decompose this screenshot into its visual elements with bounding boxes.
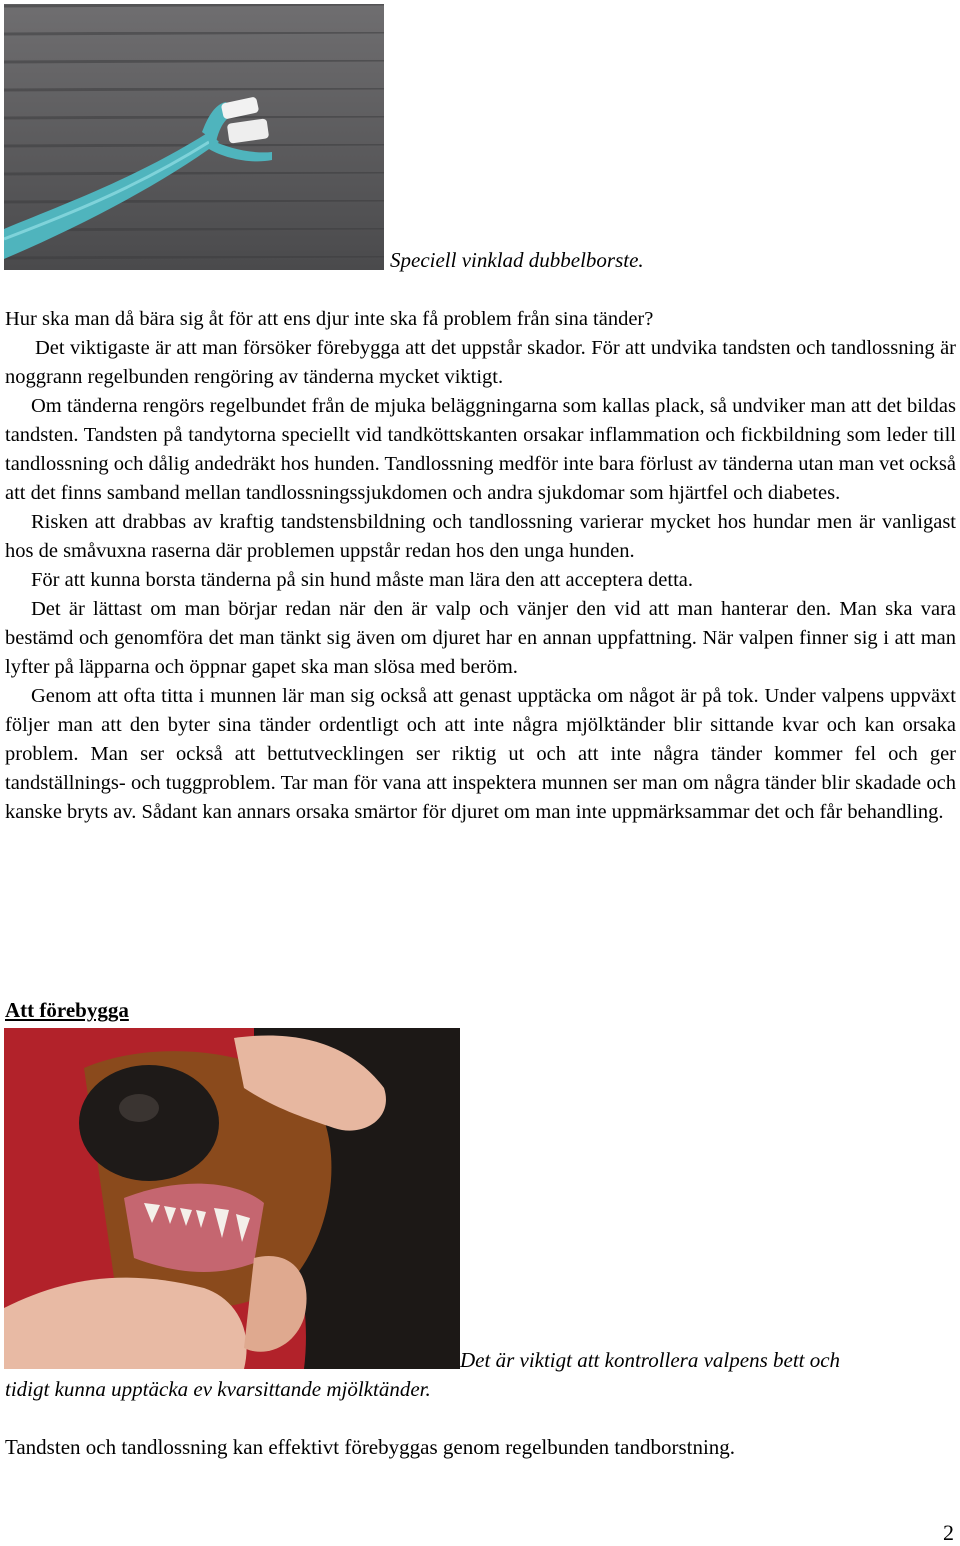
paragraph: Risken att drabbas av kraftig tandstensbildning och tandlossning varierar mycket hos hundar men är vanligast hos de småvuxna raserna där problemen uppstår redan hos den unga hunden. bbox=[5, 511, 956, 562]
toothbrush-caption: Speciell vinklad dubbelborste. bbox=[390, 248, 644, 272]
page-number: 2 bbox=[943, 1520, 954, 1545]
mouth-caption-line1: Det är viktigt att kontrollera valpens bett och bbox=[460, 1348, 841, 1372]
paragraph: Om tänderna rengörs regelbundet från de mjuka beläggningarna som kallas plack, så undviker man att det bildas tandsten. Tandsten på tandytorna speciellt vid tandköttskanten orsakar inflammation och fickbildning som leder till tandlossning och dålig andedräkt hos hunden. Tandlossning medför inte bara förlust av tänderna utan man vet också att det finns samband mellan tandlossningssjukdomen och andra sjukdomar som hjärtfel och diabetes. bbox=[5, 395, 956, 504]
paragraph: Genom att ofta titta i munnen lär man sig också att genast upptäcka om något är på tok. Under valpens uppväxt följer man att den byter sina tänder ordentligt och att inte några mjölktänder blir sittande kvar och kan orsaka problem. Man ser också att bettutvecklingen ser riktig ut och att inte några tänder kommer fel och ger tandställnings- och tuggproblem. Tar man för vana att inspektera munnen ser man om några tänder blir skadade och kanske bryts av. Sådant kan annars orsaka smärtor för djuret om man inte uppmärksammar det och får behandling. bbox=[5, 685, 956, 823]
section-heading: Att förebygga bbox=[5, 998, 129, 1022]
paragraph: Hur ska man då bära sig åt för att ens djur inte ska få problem från sina tänder? bbox=[5, 308, 654, 330]
puppy-mouth-photo bbox=[4, 1028, 460, 1369]
paragraph: Det är lättast om man börjar redan när den är valp och vänjer den vid att man hanterar den. Man ska vara bestämd och genomföra det man tänkt sig även om djuret har en annan uppfattning. När valpen finner sig i att man lyfter på läpparna och öppnar gapet ska man slösa med beröm. bbox=[5, 598, 956, 678]
final-sentence: Tandsten och tandlossning kan effektivt förebyggas genom regelbunden tandborstning. bbox=[5, 1435, 736, 1459]
paragraph: Det viktigaste är att man försöker förebygga att det uppstår skador. För att undvika tandsten och tandlossning är noggrann regelbunden rengöring av tänderna mycket viktigt. bbox=[5, 337, 956, 388]
body-text bbox=[5, 305, 956, 827]
mouth-caption-line2: tidigt kunna upptäcka ev kvarsittande mjölktänder. bbox=[5, 1377, 431, 1401]
toothbrush-photo bbox=[4, 4, 384, 270]
paragraph: För att kunna borsta tänderna på sin hund måste man lära den att acceptera detta. bbox=[31, 569, 694, 591]
